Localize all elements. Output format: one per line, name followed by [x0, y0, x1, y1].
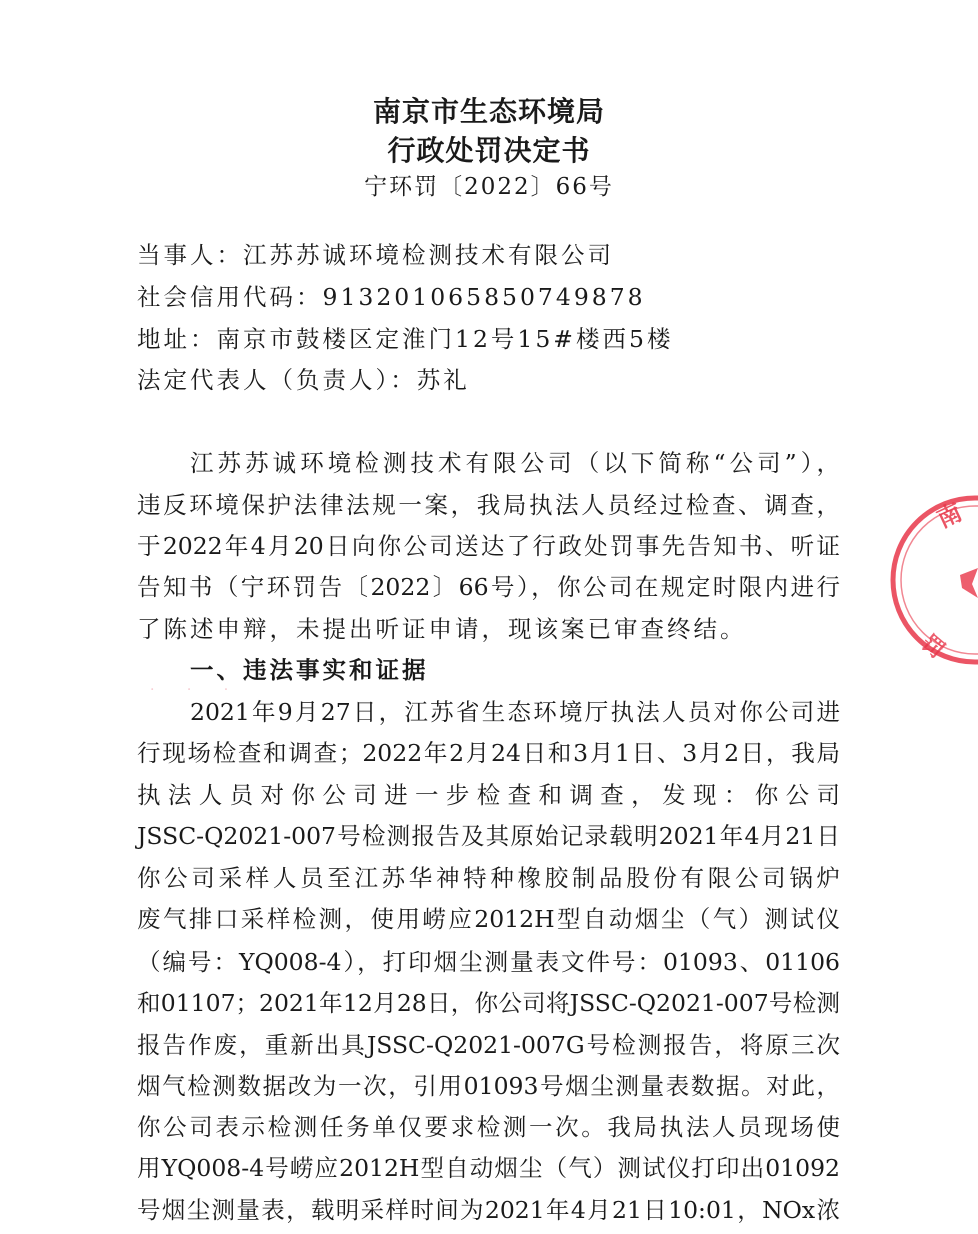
faint-stamp-bleed: · · ·	[150, 682, 243, 698]
body-line: 执法人员对你公司进一步检查和调查，发现：你公司	[137, 781, 840, 809]
party-representative: 法定代表人（负责人）：苏礼	[137, 366, 470, 394]
document-number: 宁环罚〔2022〕66号	[364, 174, 614, 200]
body-line: 烟气检测数据改为一次，引用01093号烟尘测量表数据。对此，	[137, 1072, 840, 1100]
body-line: 用YQ008-4号崂应2012H型自动烟尘（气）测试仪打印出01092	[137, 1154, 840, 1182]
intro-line: 了陈述申辩，未提出听证申请，现该案已审查终结。	[137, 615, 747, 643]
body-line: 号烟尘测量表，载明采样时间为2021年4月21日10:01，NOx浓	[137, 1196, 840, 1224]
body-line: 你公司采样人员至江苏华神特种橡胶制品股份有限公司锅炉	[137, 864, 840, 892]
intro-line: 违反环境保护法律法规一案，我局执法人员经过检查、调查，	[137, 491, 840, 519]
body-line: 你公司表示检测任务单仅要求检测一次。我局执法人员现场使	[137, 1113, 840, 1141]
body-line: 和01107；2021年12月28日，你公司将JSSC-Q2021-007号检测	[137, 989, 840, 1017]
body-line: 废气排口采样检测，使用崂应2012H型自动烟尘（气）测试仪	[137, 905, 840, 933]
intro-line: 江苏苏诚环境检测技术有限公司（以下简称“公司”），	[190, 449, 840, 477]
party-name: 当事人：江苏苏诚环境检测技术有限公司	[137, 241, 614, 269]
body-line: 2021年9月27日，江苏省生态环境厅执法人员对你公司进	[190, 698, 840, 726]
party-credit-code: 社会信用代码：913201065850749878	[137, 283, 646, 311]
section-heading: 一、违法事实和证据	[190, 656, 429, 684]
svg-text:南: 南	[932, 497, 967, 534]
party-address: 地址：南京市鼓楼区定淮门12号15#楼西5楼	[137, 325, 674, 353]
document-type-title: 行政处罚决定书	[387, 134, 591, 167]
authority-title: 南京市生态环境局	[372, 95, 605, 128]
svg-text:罚: 罚	[916, 629, 950, 664]
official-seal-icon	[880, 480, 978, 680]
body-line: （编号：YQ008-4），打印烟尘测量表文件号：01093、01106	[137, 948, 840, 976]
intro-line: 于2022年4月20日向你公司送达了行政处罚事先告知书、听证	[137, 532, 840, 560]
body-line: JSSC-Q2021-007号检测报告及其原始记录载明2021年4月21日	[137, 822, 840, 850]
intro-line: 告知书（宁环罚告〔2022〕66号），你公司在规定时限内进行	[137, 573, 840, 601]
body-line: 报告作废，重新出具JSSC-Q2021-007G号检测报告，将原三次	[137, 1031, 840, 1059]
body-line: 行现场检查和调查；2022年2月24日和3月1日、3月2日，我局	[137, 739, 840, 767]
